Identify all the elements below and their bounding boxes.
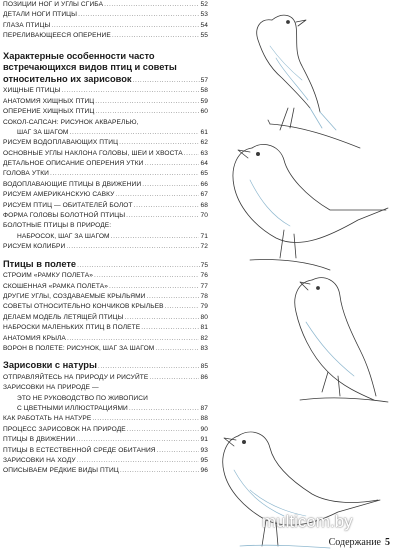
- toc-leader-dots: [149, 373, 199, 383]
- toc-entry-page: 54: [200, 21, 208, 29]
- toc-entry-title: ВОДОПЛАВАЮЩИЕ ПТИЦЫ В ДВИЖЕНИИ: [3, 180, 142, 188]
- toc-entry-page: 86: [200, 373, 208, 381]
- page-footer: [329, 537, 390, 548]
- toc-entry-title: ОПИСЫВАЕМ РЕДКИЕ ВИДЫ ПТИЦ: [3, 467, 119, 475]
- toc-entry-title: ЗАРИСОВКИ НА ПРИРОДЕ —: [3, 384, 99, 392]
- toc-leader-dots: [125, 313, 200, 323]
- toc-entry-title: ГЛАЗА ПТИЦЫ: [3, 21, 51, 29]
- section-characteristic-features: [3, 51, 208, 253]
- toc-entry: [3, 394, 208, 404]
- toc-leader-dots: [141, 323, 199, 333]
- bird-sketch-3: [295, 278, 388, 402]
- toc-entry-title: ХИЩНЫЕ ПТИЦЫ: [3, 87, 61, 95]
- toc-entry-title: РИСУЕМ АМЕРИКАНСКУЮ САВКУ: [3, 191, 115, 199]
- toc-entry-title: ОПЕРЕНИЕ ХИЩНЫХ ПТИЦ: [3, 108, 95, 116]
- toc-entry: [3, 138, 208, 148]
- section-title: Птицы в полете ..... 75: [3, 259, 208, 272]
- toc-leader-dots: [67, 334, 200, 344]
- toc-entry-page: 66: [200, 180, 208, 188]
- toc-entry: [3, 373, 208, 383]
- toc-entry-page: 71: [200, 232, 208, 240]
- toc-entry-title: ДЕТАЛИ НОГИ ПТИЦЫ: [3, 11, 78, 19]
- toc-entry: [3, 190, 208, 200]
- toc-entry-page: 58: [200, 87, 208, 95]
- toc-entry-title: С ЦВЕТНЫМИ ИЛЛЮСТРАЦИЯМИ: [17, 405, 128, 413]
- toc-entry-page: 62: [200, 139, 208, 147]
- toc-entry-title: НАБРОСКИ МАЛЕНЬКИХ ПТИЦ В ПОЛЕТЕ: [3, 324, 141, 332]
- watermark: multicom.by: [262, 512, 353, 531]
- toc-entry: [3, 282, 208, 292]
- toc-entry-page: 53: [200, 11, 208, 19]
- section-birds-in-flight: [3, 259, 208, 355]
- toc-entry: [3, 232, 208, 242]
- toc-leader-dots: [111, 232, 200, 242]
- toc-entry-title: ДЕТАЛЬНОЕ ОПИСАНИЕ ОПЕРЕНИЯ УТКИ: [3, 160, 144, 168]
- toc-leader-dots: [78, 10, 199, 20]
- toc-entry: [3, 0, 208, 10]
- toc-entry-title: ШАГ ЗА ШАГОМ: [17, 128, 69, 136]
- toc-entry-page: 59: [200, 97, 208, 105]
- toc-entry: [3, 169, 208, 179]
- page-number: 5: [385, 537, 390, 548]
- section-title-line: встречающихся видов птиц и советы: [3, 62, 177, 73]
- toc-leader-dots: [145, 159, 200, 169]
- toc-entry-page: 77: [200, 282, 208, 290]
- footer-label: Содержание: [328, 537, 381, 548]
- section-title: Зарисовки с натуры ..... 85: [3, 360, 208, 373]
- toc-entry: [3, 31, 208, 41]
- toc-entry-title: ПЕРЕЛИВАЮЩЕЕСЯ ОПЕРЕНИЕ: [3, 32, 111, 40]
- section-title-line: Характерные особенности часто: [3, 50, 155, 61]
- toc-entry-page: 61: [200, 128, 208, 136]
- toc-entry-title: ЗАРИСОВКИ НА ХОДУ: [3, 457, 76, 465]
- toc-entry-page: 79: [200, 303, 208, 311]
- toc-entry: [3, 344, 208, 354]
- toc-entry: [3, 201, 208, 211]
- toc-leader-dots: [70, 128, 200, 138]
- toc-leader-dots: [51, 21, 199, 31]
- toc-leader-dots: [134, 201, 200, 211]
- toc-entry-page: 88: [200, 415, 208, 423]
- toc-entry-title: БОЛОТНЫЕ ПТИЦЫ В ПРИРОДЕ:: [3, 222, 112, 230]
- toc-leader-dots: [112, 31, 200, 41]
- toc-leader-dots: [95, 97, 199, 107]
- toc-leader-dots: [77, 456, 200, 466]
- toc-leader-dots: [115, 190, 199, 200]
- toc-entry-title: ЭТО НЕ РУКОВОДСТВО ПО ЖИВОПИСИ: [17, 394, 148, 402]
- toc-entry: [3, 97, 208, 107]
- toc-entry: [3, 313, 208, 323]
- toc-entry-title: ГОЛОВА УТКИ: [3, 170, 50, 178]
- section-title-last: относительно их зарисовок ..... 57: [3, 74, 208, 87]
- toc-leader-dots: [147, 292, 200, 302]
- toc-leader-dots: [155, 344, 199, 354]
- toc-entry-page: 96: [200, 467, 208, 475]
- toc-entry-page: 55: [200, 32, 208, 40]
- toc-entry: [3, 107, 208, 117]
- toc-leader-dots: [92, 414, 199, 424]
- toc-entry: [3, 86, 208, 96]
- toc-entry-title: РИСУЕМ ВОДОПЛАВАЮЩИХ ПТИЦ: [3, 139, 119, 147]
- toc-entry-page: 72: [200, 243, 208, 251]
- toc-leader-dots: [66, 242, 199, 252]
- toc-leader-dots: [50, 169, 199, 179]
- toc-entry-page: 52: [200, 1, 208, 8]
- toc-entry-title: ВОРОН В ПОЛЕТЕ: РИСУНОК, ШАГ ЗА ШАГОМ: [3, 344, 155, 352]
- toc-entry-title: ПТИЦЫ В ДВИЖЕНИИ: [3, 436, 76, 444]
- toc-entry: [3, 221, 208, 231]
- section-entries: [3, 86, 208, 252]
- toc-entry: [3, 292, 208, 302]
- toc-entry: [3, 456, 208, 466]
- toc-leader-dots: [165, 302, 200, 312]
- toc-entry: [3, 242, 208, 252]
- toc-entry: [3, 128, 208, 138]
- toc-entry-page: 90: [200, 425, 208, 433]
- toc-entry-page: 91: [200, 436, 208, 444]
- toc-entry: [3, 323, 208, 333]
- toc-leader-dots: [62, 86, 200, 96]
- toc-entry-title: РИСУЕМ ПТИЦ — ОБИТАТЕЛЕЙ БОЛОТ: [3, 201, 133, 209]
- toc-entry-page: 64: [200, 160, 208, 168]
- toc-leader-dots: [94, 271, 199, 281]
- toc-entry-page: 93: [200, 446, 208, 454]
- toc-leader-dots: [142, 180, 199, 190]
- toc-entry-title: СОВЕТЫ ОТНОСИТЕЛЬНО КОНЧИКОВ КРЫЛЬЕВ: [3, 303, 164, 311]
- toc-leader-dots: [157, 446, 200, 456]
- toc-entry-page: 76: [200, 272, 208, 280]
- bird-sketch-1: [257, 15, 360, 148]
- toc-entry-title: ПОЗИЦИИ НОГ И УГЛЫ СГИБА: [3, 1, 104, 8]
- toc-leader-dots: [126, 211, 199, 221]
- toc-entry-page: 87: [200, 405, 208, 413]
- toc-entry-title: АНАТОМИЯ ХИЩНЫХ ПТИЦ: [3, 97, 95, 105]
- toc-entry-title: СТРОИМ «РАМКУ ПОЛЕТА»: [3, 272, 93, 280]
- toc-entry-title: РИСУЕМ КОЛИБРИ: [3, 243, 66, 251]
- toc-top-entries: [3, 0, 208, 42]
- toc-leader-dots: [119, 138, 199, 148]
- toc-entry: [3, 414, 208, 424]
- toc-entry: [3, 302, 208, 312]
- section-entries: [3, 373, 208, 477]
- toc-leader-dots: [76, 435, 199, 445]
- toc-entry-page: 63: [200, 149, 208, 157]
- toc-entry-page: 67: [200, 191, 208, 199]
- bird-illustrations: [210, 0, 400, 550]
- toc-entry: [3, 383, 208, 393]
- toc-entry-page: 70: [200, 212, 208, 220]
- toc-leader-dots: [120, 466, 200, 476]
- toc-entry: [3, 334, 208, 344]
- toc-entry: [3, 446, 208, 456]
- toc-entry-title: НАБРОСОК, ШАГ ЗА ШАГОМ: [17, 232, 110, 240]
- toc-entry-page: 68: [200, 201, 208, 209]
- toc-entry-title: СОКОЛ-САПСАН: РИСУНОК АКВАРЕЛЬЮ,: [3, 118, 139, 126]
- toc-entry: [3, 180, 208, 190]
- toc-entry: [3, 211, 208, 221]
- toc-entry: [3, 10, 208, 20]
- toc-entry-page: 82: [200, 334, 208, 342]
- toc-entry-page: 95: [200, 457, 208, 465]
- toc-entry: [3, 118, 208, 128]
- toc-entry-title: ФОРМА ГОЛОВЫ БОЛОТНОЙ ПТИЦЫ: [3, 212, 126, 220]
- toc-entry: [3, 271, 208, 281]
- toc-entry: [3, 435, 208, 445]
- section-sketches-from-nature: [3, 360, 208, 477]
- table-of-contents: [3, 0, 208, 477]
- toc-entry: [3, 149, 208, 159]
- toc-entry: [3, 425, 208, 435]
- toc-leader-dots: [109, 282, 199, 292]
- toc-entry-page: 65: [200, 170, 208, 178]
- toc-entry-title: АНАТОМИЯ КРЫЛА: [3, 334, 66, 342]
- toc-entry: [3, 404, 208, 414]
- toc-leader-dots: [129, 404, 200, 414]
- toc-entry-title: ПТИЦЫ В ЕСТЕСТВЕННОЙ СРЕДЕ ОБИТАНИЯ: [3, 446, 156, 454]
- toc-entry-page: 80: [200, 313, 208, 321]
- toc-entry-title: ОТПРАВЛЯЙТЕСЬ НА ПРИРОДУ И РИСУЙТЕ: [3, 373, 149, 381]
- toc-entry-page: 78: [200, 292, 208, 300]
- toc-entry-title: ДРУГИЕ УГЛЫ, СОЗДАВАЕМЫЕ КРЫЛЬЯМИ: [3, 292, 146, 300]
- toc-entry-title: КАК РАБОТАТЬ НА НАТУРЕ: [3, 415, 92, 423]
- toc-entry: [3, 466, 208, 476]
- toc-entry-page: 60: [200, 108, 208, 116]
- toc-leader-dots: [127, 425, 200, 435]
- toc-entry-title: ОСНОВНЫЕ УГЛЫ НАКЛОНА ГОЛОВЫ, ШЕИ И ХВОСТА: [3, 149, 183, 157]
- toc-entry: [3, 21, 208, 31]
- toc-entry: [3, 159, 208, 169]
- toc-leader-dots: [104, 0, 199, 10]
- toc-entry-title: СКОШЕННАЯ «РАМКА ПОЛЕТА»: [3, 282, 108, 290]
- toc-leader-dots: [184, 149, 200, 159]
- toc-entry-title: ДЕЛАЕМ МОДЕЛЬ ЛЕТЯЩЕЙ ПТИЦЫ: [3, 313, 124, 321]
- toc-entry-title: ПРОЦЕСС ЗАРИСОВОК НА ПРИРОДЕ: [3, 425, 126, 433]
- toc-leader-dots: [95, 107, 199, 117]
- toc-entry-page: 83: [200, 344, 208, 352]
- bird-sketch-2: [233, 144, 388, 270]
- toc-entry-page: 81: [200, 324, 208, 332]
- section-entries: [3, 271, 208, 354]
